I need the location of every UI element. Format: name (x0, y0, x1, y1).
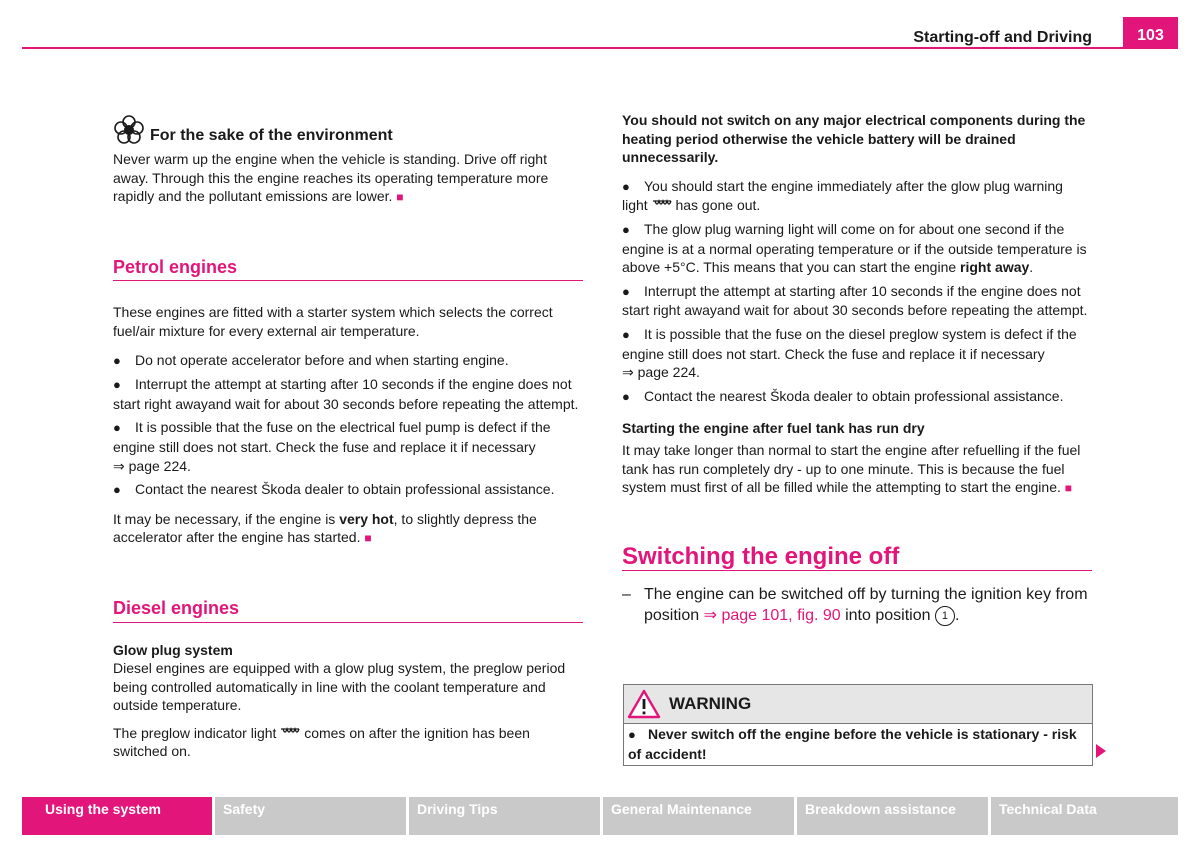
diesel-text: Diesel engines are equipped with a glow plug system, the preglow period being controlled automatically in line with the coolant temperature and outside temperature. (113, 660, 566, 714)
switch-off-heading: Switching the engine off (622, 548, 1092, 572)
continue-arrow-icon (1096, 744, 1106, 758)
section-nav (22, 797, 1178, 835)
tab-safety[interactable]: Safety (215, 797, 406, 835)
dash-marker: – (622, 586, 631, 604)
warning-triangle-icon (627, 689, 661, 719)
list-item: ● Interrupt the attempt at starting after 10 seconds if the engine does not start right awayand wait for about 30 seconds before repeating the attempt. (113, 376, 579, 412)
end-square-icon: ■ (1064, 481, 1073, 496)
tab-driving-tips[interactable]: Driving Tips (409, 797, 600, 835)
list-item: ● Interrupt the attempt at starting after 10 seconds if the engine does not start right awayand wait for about 30 seconds before repeating the attempt. (622, 282, 1088, 319)
warning-header (624, 685, 1092, 724)
petrol-heading: Petrol engines (113, 258, 583, 282)
diesel-heading: Diesel engines (113, 599, 583, 623)
tab-using-the-system[interactable]: Using the system (22, 797, 212, 835)
warning-box (623, 684, 1093, 766)
tab-technical-data[interactable]: Technical Data (991, 797, 1178, 835)
warning-text: ● Never switch off the engine before the vehicle is stationary - risk of accident! (628, 726, 1077, 762)
list-item: ● It is possible that the fuse on the diesel preglow system is defect if the engine still does not start. Check the fuse and replace it if necessary ⇒ page 224. (622, 325, 1077, 381)
list-item: ● The glow plug warning light will come on for about one second if the engine is at a normal operating temperature or if the outside temperature is above +5°C. This means that you can start the engine right away. (622, 220, 1087, 276)
list-item: ● You should start the engine immediately after the glow plug warning light has gone out. (622, 177, 1063, 214)
fuel-tank-subheading: Starting the engine after fuel tank has run dry (622, 420, 925, 437)
page-ref: ⇒ page 224. (113, 457, 191, 474)
end-square-icon: ■ (364, 531, 372, 546)
tab-breakdown-assistance[interactable]: Breakdown assistance (797, 797, 988, 835)
right-column (622, 111, 1092, 626)
end-square-icon: ■ (396, 190, 404, 205)
env-heading: For the sake of the environment (150, 127, 393, 145)
preglow-text: The preglow indicator light comes on after the ignition has been switched on. (113, 724, 530, 760)
flower-icon (113, 114, 145, 146)
electrical-warning-text: You should not switch on any major electrical components during the heating period otherwise the vehicle battery will be drained unnecessarily. (622, 112, 1086, 166)
glow-plug-icon (652, 199, 672, 211)
switch-off-step: – The engine can be switched off by turning the ignition key from position ⇒ page 101, fig. 90 into position 1 . (622, 585, 1092, 626)
glow-plug-icon (280, 727, 300, 739)
list-item: ● Contact the nearest Škoda dealer to obtain professional assistance. (622, 387, 1064, 404)
petrol-intro: These engines are fitted with a starter system which selects the correct fuel/air mixture for every external air temperature. (113, 304, 553, 339)
left-column (113, 114, 583, 761)
glow-plug-subheading: Glow plug system (113, 641, 233, 658)
petrol-outro: It may be necessary, if the engine is very hot, to slightly depress the accelerator after the engine has started. ■ (113, 510, 537, 546)
list-item: ● It is possible that the fuse on the electrical fuel pump is defect if the engine still does not start. Check the fuse and replace it if necessary ⇒ page 224. (113, 419, 551, 474)
page-number: 103 (1123, 17, 1178, 49)
position-number: 1 (935, 606, 955, 626)
list-item: ● Contact the nearest Škoda dealer to obtain professional assistance. (113, 481, 555, 498)
header-rule (22, 47, 1178, 49)
tab-general-maintenance[interactable]: General Maintenance (603, 797, 794, 835)
fuel-tank-text: It may take longer than normal to start the engine after refuelling if the fuel tank has run completely dry - up to one minute. This is because the fuel system must first of all be filled while the attempting to start the engine. ■ (622, 441, 1081, 496)
env-text: Never warm up the engine when the vehicle is standing. Drive off right away. Through this the engine reaches its operating temperature more rapidly and the pollutant emissions are lower. ■ (113, 151, 549, 205)
page-link[interactable]: ⇒ page 101, fig. 90 (703, 606, 841, 624)
page-ref: ⇒ page 224. (622, 364, 700, 381)
warning-title: WARNING (669, 694, 752, 713)
running-header: Starting-off and Driving (913, 29, 1092, 46)
env-heading-row (113, 114, 583, 146)
list-item: ● Do not operate accelerator before and when starting engine. (113, 351, 509, 368)
